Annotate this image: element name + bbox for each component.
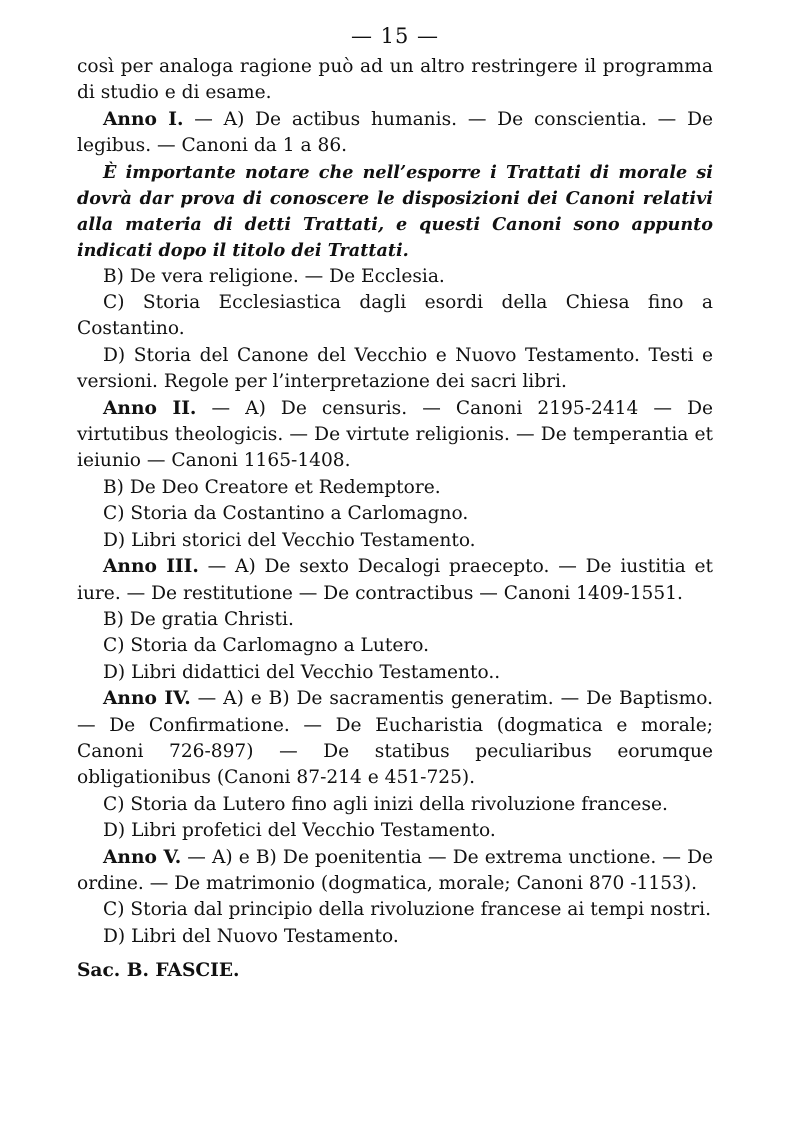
paragraph-anno-1 [77, 107, 713, 160]
year-heading: Anno I. [103, 108, 184, 130]
paragraph-item [77, 475, 713, 501]
paragraph-text: D) Libri del Nuovo Testamento. [103, 925, 399, 947]
paragraph-text: B) De Deo Creatore et Redemptore. [103, 476, 441, 498]
paragraph-text: D) Libri storici del Vecchio Testamento. [103, 529, 476, 551]
paragraph-item [77, 501, 713, 527]
paragraph-text: D) Libri didattici del Vecchio Testamento.. [103, 661, 501, 683]
paragraph-anno-2 [77, 396, 713, 475]
paragraph-item [77, 818, 713, 844]
paragraph-text: — A) e B) De sacramentis generatim. — De Baptismo. — De Confirmatione. — De Eucharistia (dogmatica e morale; Canoni 726-897) — De statibus peculiaribus eorumque obligationibus (Canoni 87-214 e 451-725). [77, 688, 713, 789]
paragraph-text: C) Storia dal principio della rivoluzione francese ai tempi nostri. [103, 899, 712, 921]
paragraph-item [77, 792, 713, 818]
paragraph-text: — A) e B) De poenitentia — De extrema unctione. — De ordine. — De matrimonio (dogmatica, morale; Canoni 870 -1153). [77, 846, 713, 894]
year-heading: Anno II. [103, 397, 197, 419]
note-text: È importante notare che nell’esporre i Trattati di morale si dovrà dar prova di conoscere le disposizioni dei Canoni relativi alla materia di detti Trattati, e questi Canoni sono appunto indicati dopo il titolo dei Trattati. [77, 161, 713, 261]
paragraph-text: C) Storia Ecclesiastica dagli esordi della Chiesa fino a Costantino. [77, 292, 713, 340]
paragraph-anno-5 [77, 845, 713, 898]
paragraph-text: — A) De sexto Decalogi praecepto. — De iustitia et iure. — De restitutione — De contractibus — Canoni 1409-1551. [77, 556, 713, 604]
paragraph-text: C) Storia da Lutero fino agli inizi della rivoluzione francese. [103, 793, 668, 815]
paragraph-text: B) De vera religione. — De Ecclesia. [103, 265, 445, 287]
paragraph-item [77, 264, 713, 290]
document-page [77, 22, 713, 985]
paragraph-item [77, 660, 713, 686]
year-heading: Anno III. [103, 556, 199, 578]
paragraph-item [77, 897, 713, 923]
signature: Sac. B. FASCIE. [77, 960, 240, 982]
paragraph-item [77, 528, 713, 554]
paragraph-intro [77, 54, 713, 107]
body-text [77, 54, 713, 985]
paragraph-item [77, 290, 713, 343]
paragraph-text: — A) De censuris. — Canoni 2195-2414 — De virtutibus theologicis. — De virtute religionis. — De temperantia et ieiunio — Canoni 1165-1408. [77, 397, 713, 472]
paragraph-text: D) Libri profetici del Vecchio Testamento. [103, 820, 496, 842]
year-heading: Anno IV. [103, 688, 191, 710]
paragraph-anno-3 [77, 554, 713, 607]
page-number: — 15 — [350, 24, 440, 48]
paragraph-text: C) Storia da Costantino a Carlomagno. [103, 503, 469, 525]
paragraph-item [77, 633, 713, 659]
paragraph-text: così per analoga ragione può ad un altro restringere il programma di studio e di esame. [77, 56, 713, 104]
paragraph-text: — A) De actibus humanis. — De conscientia. — De legibus. — Canoni da 1 a 86. [77, 108, 714, 157]
paragraph-note [77, 160, 713, 264]
paragraph-item [77, 924, 713, 950]
paragraph-item [77, 343, 713, 396]
paragraph-item [77, 607, 713, 633]
paragraph-text: C) Storia da Carlomagno a Lutero. [103, 635, 430, 657]
paragraph-text: D) Storia del Canone del Vecchio e Nuovo Testamento. Testi e versioni. Regole per l’interpretazione dei sacri libri. [77, 344, 713, 393]
paragraph-anno-4 [77, 686, 713, 792]
year-heading: Anno V. [103, 846, 182, 868]
paragraph-text: B) De gratia Christi. [103, 608, 294, 630]
